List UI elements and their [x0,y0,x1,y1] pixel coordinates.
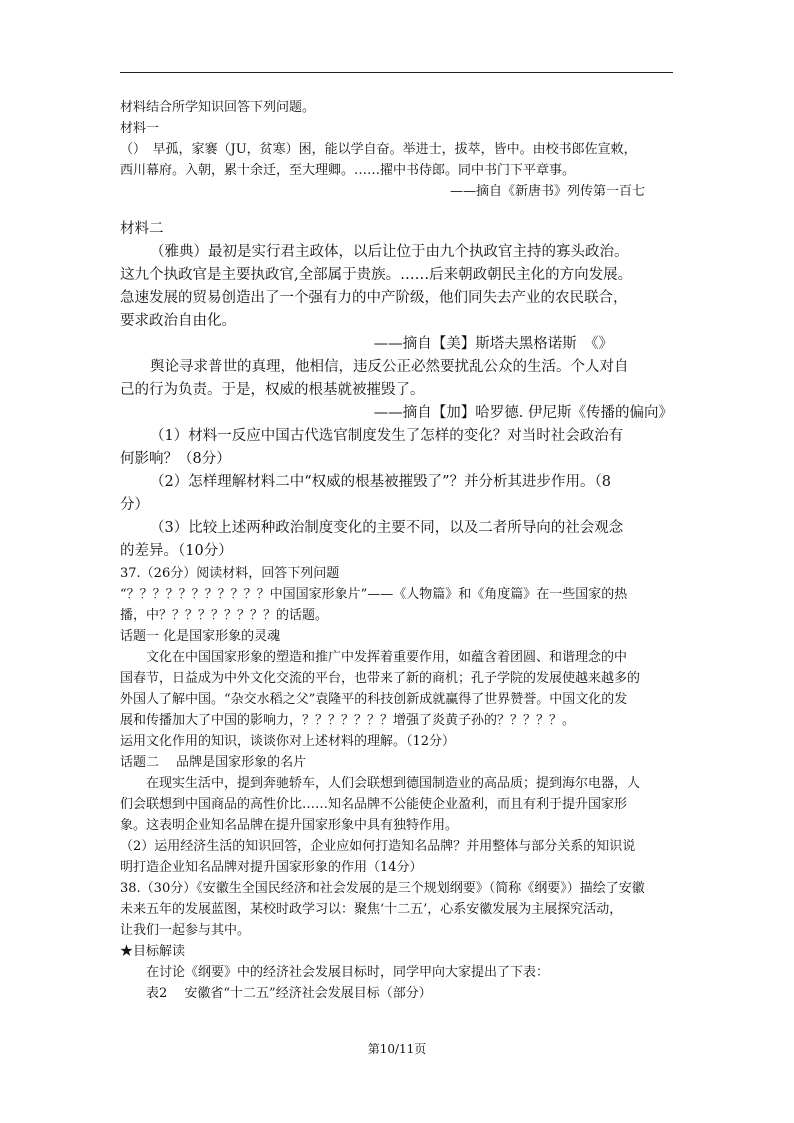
question-1: （1）材料一反应中国古代选官制度发生了怎样的变化？对当时社会政治有 [150,428,624,444]
material-2-text: 急速发展的贸易创造出了一个强有力的中产阶级，他们同失去产业的农民联合， [120,290,628,306]
topic-1-question: 运用文化作用的知识，谈谈你对上述材料的理解。（12分） [120,734,456,749]
question-3: 的差异。（10分） [120,543,233,559]
header-rule [120,72,673,73]
q38-text: 未来五年的发展蓝图，某校时政学习以：聚焦‘十二五’，心系安徽发展为主展探究活动， [120,902,623,917]
topic-2-text: 在现实生活中，提到奔驰轿车，人们会联想到德国制造业的高品质；提到海尔电器，人 [146,776,641,791]
topic-2-text: 象。这表明企业知名品牌在提升国家形象中具有独特作用。 [120,818,459,833]
topic-2-question: 明打造企业知名品牌对提升国家形象的作用（14分） [120,860,423,875]
question-2: 分） [120,497,149,513]
topic-1-title: 话题一 化是国家形象的灵魂 [120,629,281,644]
material-2-text: 己的行为负责。于是，权威的根基就被摧毁了。 [120,382,425,398]
section-title: ★目标解读 [120,944,186,959]
material-2-source: ——摘自【美】斯塔夫黑格诺斯 《》 [373,336,613,352]
material-1-title: 材料一 [120,121,160,136]
question-2: （2）怎样理解材料二中“权威的根基被摧毁了”？并分析其进步作用。（8 [150,474,612,490]
material-1-text: 西川幕府。入朝，累十余迁，至大理卿。……擢中书侍郎。同中书门下平章事。 [120,163,576,178]
topic-1-text: 展和传播加大了中国的影响力，？？？？？？？增强了炎黄子孙的？？？？？。 [120,713,576,728]
q37-text: 播，中？？？？？？？？？的话题。 [120,608,329,623]
material-1-source: ——摘自《新唐书》列传第一百七 [449,184,645,199]
page-number: 第10/11页 [367,1042,427,1056]
page-content [120,97,673,1004]
question-3: （3）比较上述两种政治制度变化的主要不同，以及二者所导向的社会观念 [150,520,624,536]
question-1: 何影响？（8分） [120,451,231,467]
material-2-text: 要求政治自由化。 [120,313,236,329]
topic-2-question: （2）运用经济生活的知识回答，企业应如何打造知名品牌？并用整体与部分关系的知识说 [120,839,636,854]
material-2-text: 这九个执政官是主要执政官,全部属于贵族。……后来朝政朝民主化的方向发展。 [120,267,633,283]
material-2-source: ——摘自【加】哈罗德. 伊尼斯《传播的偏向》 [373,405,673,421]
q38-text: 38.（30分）《安徽生全国民经济和社会发展的是三个规划纲要》（简称《纲要》）描绘了安徽 [120,881,645,896]
section-text: 在讨论《纲要》中的经济社会发展目标时，同学甲向大家提出了下表： [146,965,550,980]
q37-text: “？？？？？？？？？？？中国国家形象片”——《人物篇》和《角度篇》在一些国家的热 [120,587,628,602]
table-caption: 表2 安徽省“十二五”经济社会发展目标（部分） [146,986,432,1001]
material-2-text: （雅典）最初是实行君主政体，以后让位于由九个执政官主持的寡头政治。 [150,244,629,260]
q36-intro: 材料结合所学知识回答下列问题。 [120,100,316,115]
topic-1-text: 国春节，日益成为中外文化交流的平台，也带来了新的商机；孔子学院的发展使越来越多的 [120,671,641,686]
q38-text: 让我们一起参与其中。 [120,923,251,938]
topic-1-text: 外国人了解中国。“杂交水稻之父”袁隆平的科技创新成就赢得了世界赞誉。中国文化的发 [120,692,628,707]
material-1-text: （） 早孤，家褰（JU，贫寒）困，能以学自奋。举进士，拔萃，皆中。由校书郎佐宣敕， [120,142,637,157]
material-2-title: 材料二 [120,221,164,237]
topic-2-title: 话题二 品牌是国家形象的名片 [120,755,307,770]
material-2-text: 舆论寻求普世的真理，他相信，违反公正必然要扰乱公众的生活。个人对自 [150,359,629,375]
q37-header: 37.（26分）阅读材料，回答下列问题 [120,566,340,581]
topic-2-text: 们会联想到中国商品的高性价比……知名品牌不公能使企业盈利，而且有利于提升国家形 [120,797,628,812]
topic-1-text: 文化在中国国家形象的塑造和推广中发挥着重要作用，如蕴含着团圆、和谐理念的中 [146,650,628,665]
